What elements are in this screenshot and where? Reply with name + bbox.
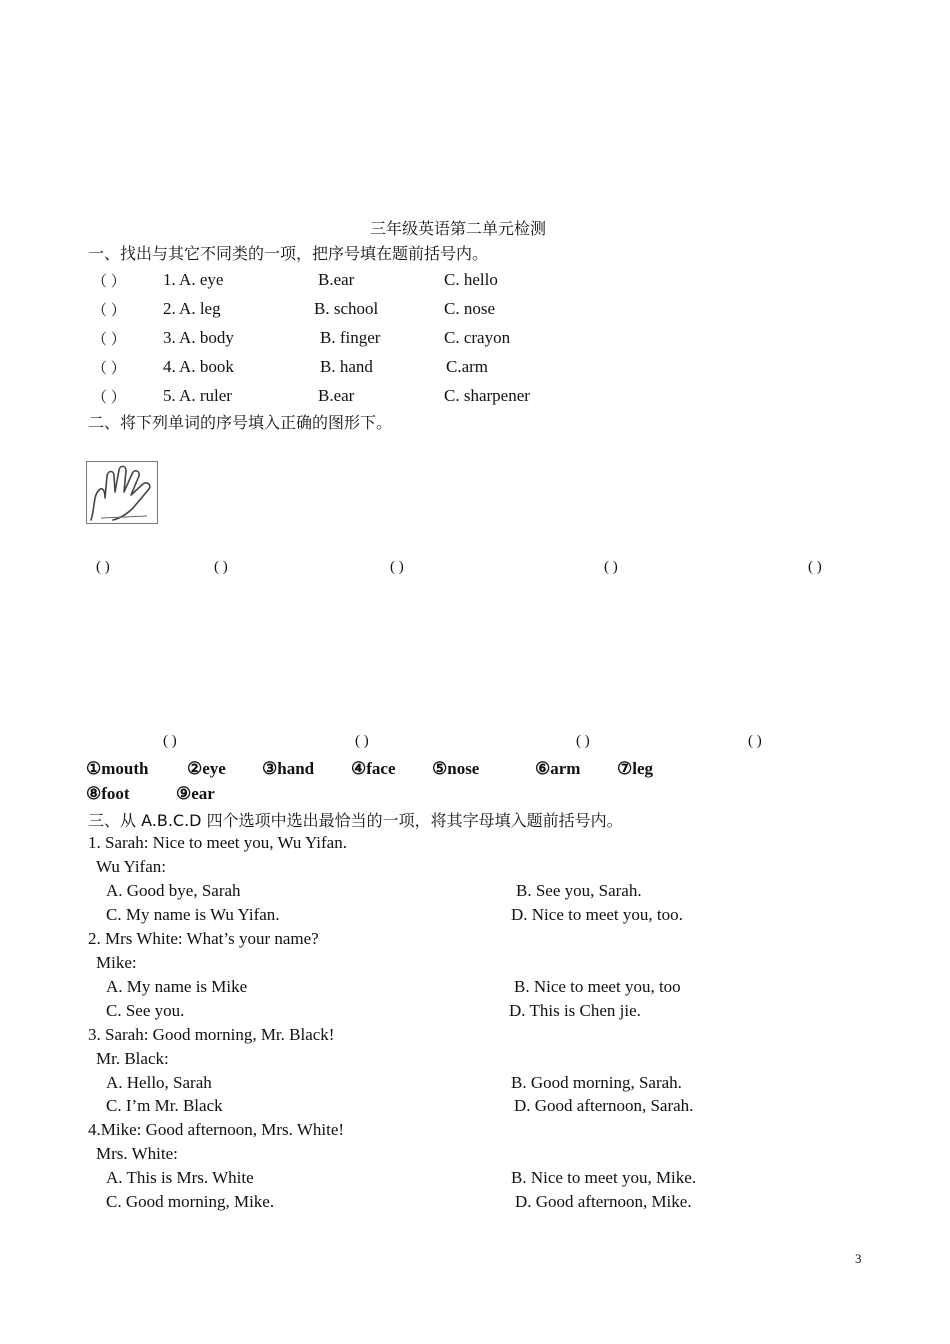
question-4-option-b: B. hand (320, 357, 373, 376)
question-3-option-a: 3. A. body (163, 328, 234, 347)
picture-answer-blank[interactable]: ( ) (390, 559, 404, 575)
choice-d: D. Good afternoon, Sarah. (514, 1096, 694, 1115)
question-5-option-c: C. sharpener (444, 386, 530, 405)
question-3-option-b: B. finger (320, 328, 381, 347)
answer-blank[interactable]: （ ） (92, 303, 126, 319)
choice-a: A. Good bye, Sarah (106, 881, 241, 900)
picture-answer-blank[interactable]: ( ) (96, 559, 110, 575)
choice-c: C. My name is Wu Yifan. (106, 905, 280, 924)
answer-blank[interactable]: （ ） (92, 274, 126, 290)
choice-a: A. This is Mrs. White (106, 1168, 254, 1187)
question-speaker: Mr. Black: (96, 1049, 169, 1068)
answer-blank[interactable]: （ ） (92, 390, 126, 406)
question-2-option-c: C. nose (444, 299, 495, 318)
picture-answer-blank[interactable]: ( ) (214, 559, 228, 575)
word-option: ⑤nose (432, 759, 480, 778)
question-1-option-b: B.ear (318, 270, 355, 289)
page-title: 三年级英语第二单元检测 (370, 219, 547, 238)
question-speaker: Wu Yifan: (96, 857, 166, 876)
question-2-option-a: 2. A. leg (163, 299, 221, 318)
word-option: ⑧foot (86, 784, 130, 803)
section1-heading: 一、找出与其它不同类的一项，把序号填在题前括号内。 (88, 244, 489, 263)
picture-answer-blank[interactable]: ( ) (576, 733, 590, 749)
choice-d: D. Good afternoon, Mike. (515, 1192, 692, 1211)
section2-heading: 二、将下列单词的序号填入正确的图形下。 (88, 413, 393, 432)
choice-a: A. Hello, Sarah (106, 1073, 212, 1092)
question-2-option-b: B. school (314, 299, 379, 318)
word-option: ②eye (187, 759, 226, 778)
word-option: ⑦leg (617, 759, 654, 778)
choice-d: D. This is Chen jie. (509, 1001, 641, 1020)
choice-b: B. See you, Sarah. (516, 881, 642, 900)
hand-icon (86, 461, 158, 524)
choice-a: A. My name is Mike (106, 977, 248, 996)
answer-blank[interactable]: （ ） (92, 361, 126, 377)
choice-b: B. Good morning, Sarah. (511, 1073, 682, 1092)
page-number: 3 (855, 1251, 862, 1266)
picture-answer-blank[interactable]: ( ) (604, 559, 618, 575)
question-prompt: 3. Sarah: Good morning, Mr. Black! (88, 1025, 335, 1044)
word-option: ①mouth (86, 759, 149, 778)
question-prompt: 1. Sarah: Nice to meet you, Wu Yifan. (88, 833, 347, 852)
choice-d: D. Nice to meet you, too. (511, 905, 683, 924)
choice-b: B. Nice to meet you, Mike. (511, 1168, 697, 1187)
question-5-option-a: 5. A. ruler (163, 386, 232, 405)
word-option: ⑨ear (176, 784, 215, 803)
question-1-option-a: 1. A. eye (163, 270, 224, 289)
picture-answer-blank[interactable]: ( ) (355, 733, 369, 749)
question-5-option-b: B.ear (318, 386, 355, 405)
choice-c: C. Good morning, Mike. (106, 1192, 275, 1211)
picture-answer-blank[interactable]: ( ) (163, 733, 177, 749)
question-speaker: Mike: (96, 953, 137, 972)
question-4-option-a: 4. A. book (163, 357, 234, 376)
word-option: ④face (351, 759, 396, 778)
answer-blank[interactable]: （ ） (92, 332, 126, 348)
picture-answer-blank[interactable]: ( ) (748, 733, 762, 749)
section3-heading: 三、从 A.B.C.D 四个选项中选出最恰当的一项，将其字母填入题前括号内。 (88, 811, 623, 830)
choice-b: B. Nice to meet you, too (514, 977, 681, 996)
question-4-option-c: C.arm (446, 357, 489, 376)
question-1-option-c: C. hello (444, 270, 498, 289)
choice-c: C. See you. (106, 1001, 185, 1020)
question-prompt: 2. Mrs White: What’s your name? (88, 929, 319, 948)
word-option: ③hand (262, 759, 315, 778)
word-option: ⑥arm (535, 759, 581, 778)
choice-c: C. I’m Mr. Black (106, 1096, 223, 1115)
question-3-option-c: C. crayon (444, 328, 511, 347)
question-speaker: Mrs. White: (96, 1144, 178, 1163)
question-prompt: 4.Mike: Good afternoon, Mrs. White! (88, 1120, 345, 1139)
picture-answer-blank[interactable]: ( ) (808, 559, 822, 575)
